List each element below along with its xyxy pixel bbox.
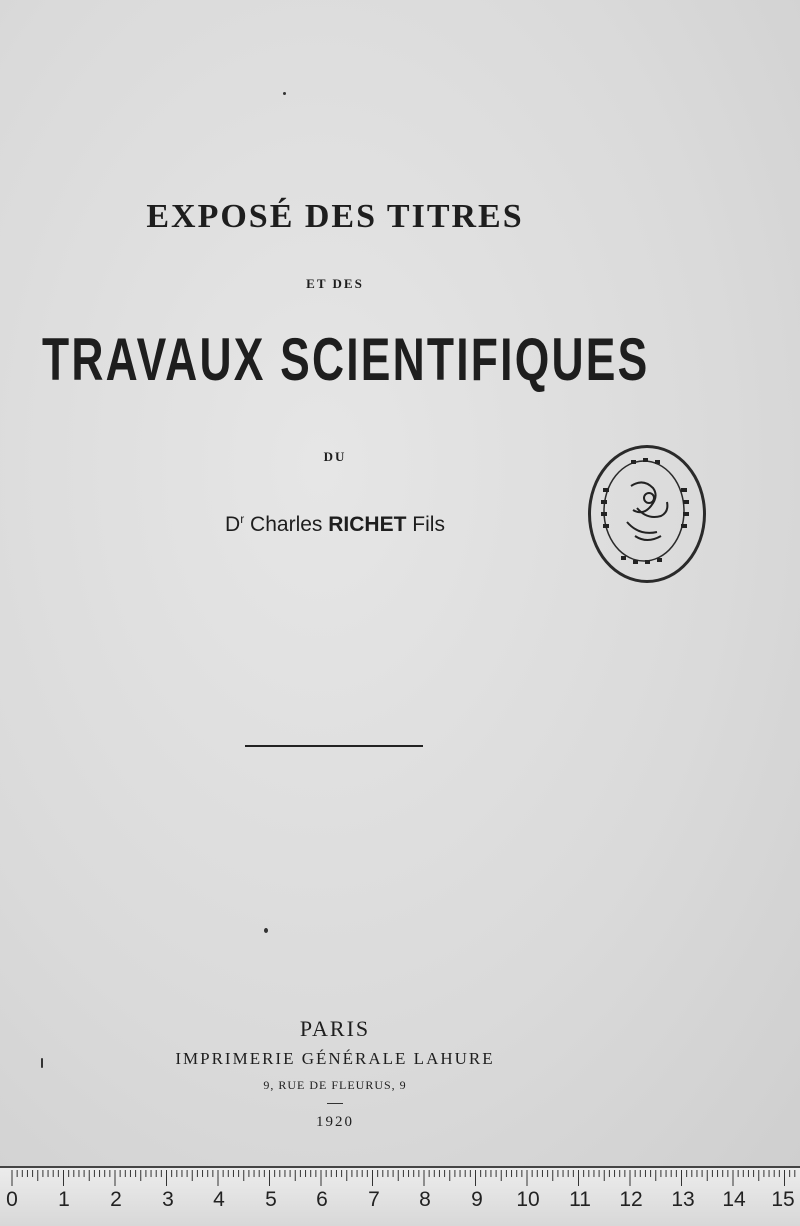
ruler-mark-1: 1 [58, 1188, 70, 1211]
imprint-city: PARIS [299, 1016, 371, 1041]
ruler-mark-8: 8 [419, 1188, 431, 1211]
author-first-name: Charles [250, 513, 323, 536]
ruler-mark-14: 14 [722, 1188, 746, 1211]
measuring-ruler [0, 1166, 800, 1226]
title-connector: ET DES [306, 276, 364, 291]
title-line-1: EXPOSÉ DES TITRES [146, 198, 524, 235]
title-line-2: TRAVAUX SCIENTIFIQUES [42, 326, 650, 393]
ruler-mark-13: 13 [671, 1188, 695, 1211]
divider-rule [245, 745, 423, 747]
ruler-mark-2: 2 [110, 1188, 122, 1211]
ruler-mark-9: 9 [471, 1188, 483, 1211]
ruler-mark-3: 3 [162, 1188, 174, 1211]
ruler-mark-12: 12 [619, 1188, 643, 1211]
author-line [0, 512, 670, 537]
ruler-mark-15: 15 [771, 1188, 795, 1211]
author-honorific: D [225, 513, 241, 536]
ruler-mark-0: 0 [6, 1188, 18, 1211]
ruler-mark-11: 11 [569, 1188, 591, 1211]
author-suffix: Fils [412, 513, 445, 536]
ruler-mark-5: 5 [265, 1188, 277, 1211]
imprint-year: 1920 [316, 1114, 354, 1130]
imprint-address: 9, RUE DE FLEURUS, 9 [263, 1078, 407, 1092]
library-stamp-icon [588, 445, 706, 583]
ruler-mark-6: 6 [316, 1188, 328, 1211]
ruler-mark-7: 7 [368, 1188, 380, 1211]
author-honorific-sup: r [240, 512, 245, 526]
ruler-mark-10: 10 [516, 1188, 540, 1211]
author-preposition: DU [323, 449, 347, 464]
ruler-mark-4: 4 [213, 1188, 225, 1211]
imprint-divider [327, 1103, 343, 1104]
paper-speck [283, 92, 286, 95]
author-surname: RICHET [328, 513, 407, 536]
imprint-printer: IMPRIMERIE GÉNÉRALE LAHURE [175, 1049, 495, 1068]
paper-speck [264, 928, 268, 933]
